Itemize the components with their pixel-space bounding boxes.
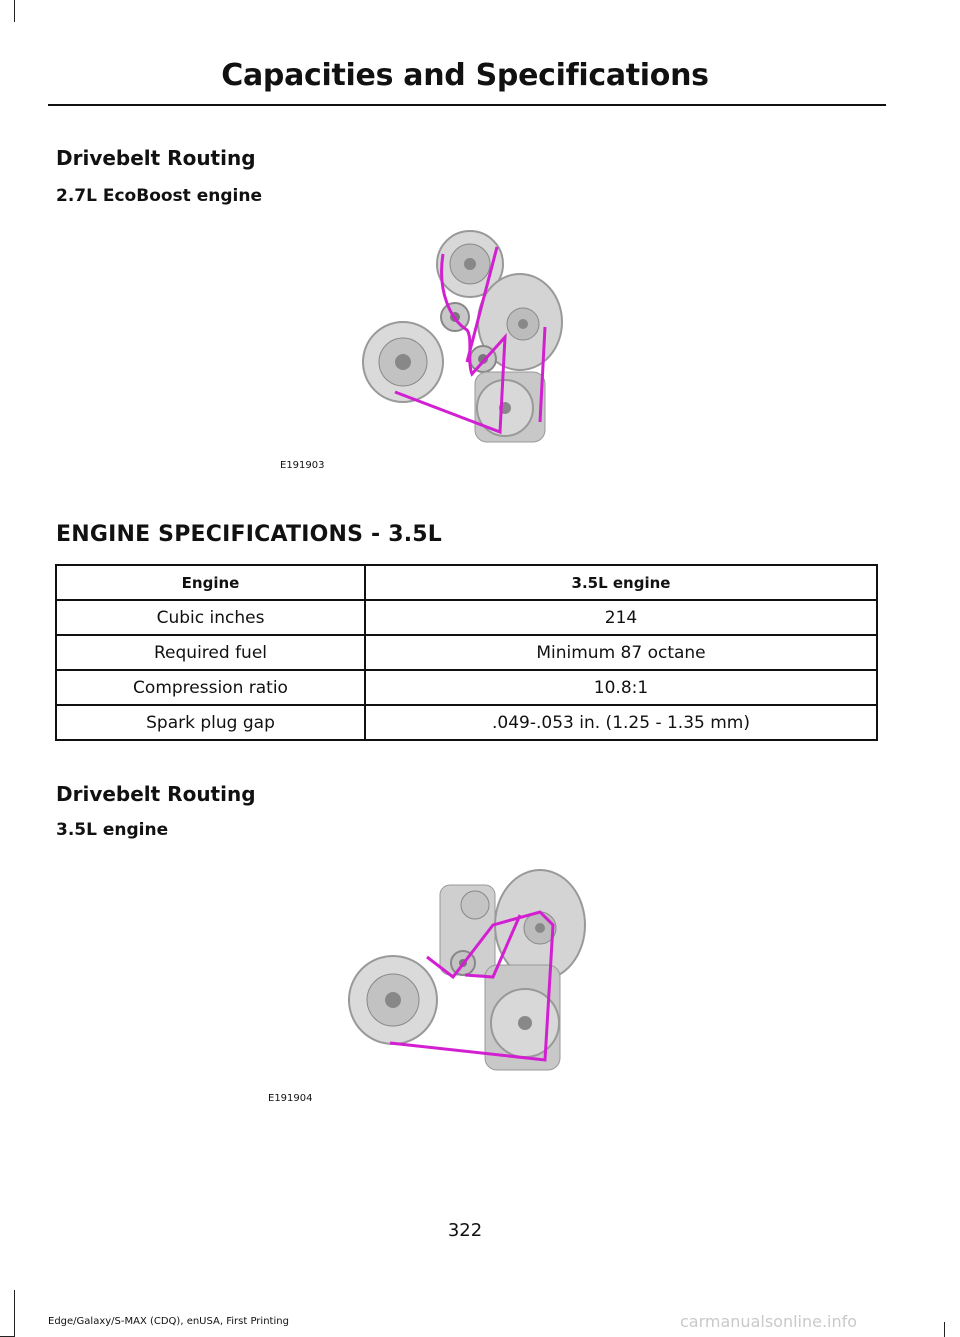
watermark: carmanualsonline.info <box>680 1312 858 1331</box>
table-cell-label: Required fuel <box>56 635 365 670</box>
footer-edition: Edge/Galaxy/S-MAX (CDQ), enUSA, First Printing <box>48 1316 289 1327</box>
section-subheading-27-ecoboost: 2.7L EcoBoost engine <box>56 186 262 206</box>
pulley-crankshaft-35 <box>349 956 437 1044</box>
drivebelt-diagram-27 <box>355 222 585 454</box>
page-number: 322 <box>447 1220 483 1241</box>
section-heading-drivebelt-27: Drivebelt Routing <box>56 146 256 170</box>
page-title: Capacities and Specifications <box>221 58 709 93</box>
pulley-alternator-35 <box>495 870 585 980</box>
table-cell-label: Compression ratio <box>56 670 365 705</box>
drivebelt-diagram-35 <box>345 865 595 1080</box>
pulley-crankshaft <box>363 322 443 402</box>
table-cell-label: Spark plug gap <box>56 705 365 740</box>
crop-mark-top-left <box>14 0 15 22</box>
tensioner-35 <box>440 885 495 975</box>
table-cell-value: .049-.053 in. (1.25 - 1.35 mm) <box>365 705 877 740</box>
table-row <box>56 705 877 740</box>
figure-code-27: E191903 <box>280 460 325 471</box>
table-header-engine: Engine <box>56 565 365 600</box>
table-row <box>56 635 877 670</box>
section-subheading-35-engine: 3.5L engine <box>56 820 169 840</box>
crop-mark-bottom-left <box>14 1290 15 1337</box>
crop-mark-bottom-right <box>944 1322 945 1337</box>
engine-specs-table <box>55 564 878 741</box>
table-cell-label: Cubic inches <box>56 600 365 635</box>
table-cell-value: 10.8:1 <box>365 670 877 705</box>
section-heading-drivebelt-35: Drivebelt Routing <box>56 782 256 806</box>
header-divider <box>48 104 886 106</box>
table-cell-value: Minimum 87 octane <box>365 635 877 670</box>
figure-code-35: E191904 <box>268 1093 313 1104</box>
table-row <box>56 600 877 635</box>
table-header-35-engine: 3.5L engine <box>365 565 877 600</box>
table-cell-value: 214 <box>365 600 877 635</box>
section-heading-engine-specs: ENGINE SPECIFICATIONS - 3.5L <box>56 522 442 547</box>
table-header-row <box>56 565 877 600</box>
table-row <box>56 670 877 705</box>
tensioner-ac <box>475 372 545 442</box>
